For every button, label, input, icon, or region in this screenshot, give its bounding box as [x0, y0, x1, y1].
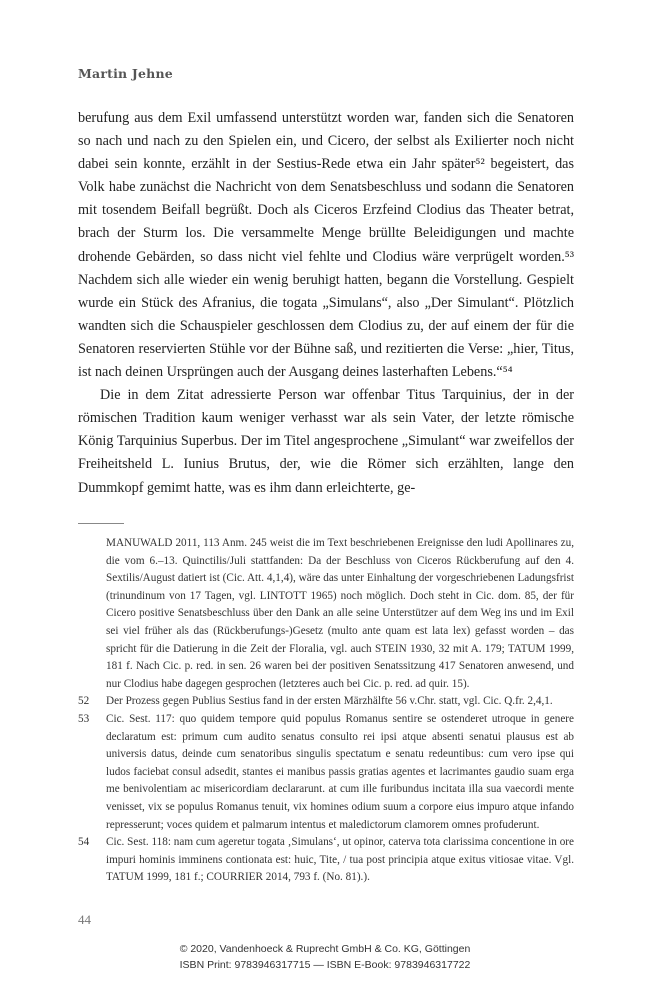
- footnote-number: 52: [78, 695, 90, 708]
- footnote-text: Cic. Sest. 117: quo quidem tempore quid populus Romanus sentire se ostenderet utroque in genere declaratum est: primum cum audito senatus consulto rei ipsi atque absenti senatui plausus est ab universis datus, deinde cum senatoribus singulis spectatum e senatu redeuntibus: cum vero ipse qui ludos faciebat consul adsedit, stantes ei manibus passis gratias agentes et lacrimantes gaudio suam erga me benivolentiam ac misericordiam declararunt. at cum ille furibundus incitata illa sua vaecordi mente venisset, vix se populus Romanus tenuit, vix homines odium suum a corpore eius impuro atque infando represserunt; voces quidem et palmarum intentus et maledictorum clamorem omnes profuderunt.: [106, 712, 574, 831]
- body-paragraph: berufung aus dem Exil umfassend unterstützt worden war, fanden sich die Senatoren so nach und nach zu den Spielen ein, und Cicero, der selbst als Exilierter noch nicht dabei sein konnte, erzählt in der Sestius-Rede etwa ein Jahr später⁵² begeistert, das Volk habe zunächst die Nachricht von dem Senatsbeschluss und sodann die Senatoren mit tosendem Beifall begrüßt. Doch als Ciceros Erzfeind Clodius das Theater betrat, brach der Sturm los. Die versammelte Menge brüllte Beleidigungen und machte drohende Gebärden, so dass nicht viel fehlte und Clodius wäre verprügelt worden.⁵³ Nachdem sich alle wieder ein wenig beruhigt hatten, begann die Vorstellung. Gespielt wurde ein Stück des Afranius, die togata „Simulans“, also „Der Simulant“. Plötzlich wandten sich die Schauspieler geschlossen dem Clodius zu, der auf einem der für die Senatoren reservierten Stühle vor der Bühne saß, und rezitierten die Verse: „hier, Titus, ist nach deinen Ursprüngen auch der Ausgang deines lasterhaften Lebens.“⁵⁴: [78, 110, 574, 381]
- running-header-author: Martin Jehne: [78, 66, 173, 81]
- footnote-separator: [78, 523, 124, 524]
- footnote-number: 54: [78, 836, 90, 849]
- imprint: [0, 941, 650, 973]
- footnotes: [78, 535, 574, 887]
- body-paragraph: Die in dem Zitat adressierte Person war offenbar Titus Tarquinius, der in der römischen Tradition kaum weniger verhasst war als sein Vater, der letzte römische König Tarquinius Superbus. Der im Titel angesprochene „Simulant“ war zweifellos der Freiheitsheld L. Iunius Brutus, der, wie die Römer sich erzählten, lange den Dummkopf gemimt hatte, was es ihm dann erleichterte, ge-: [78, 387, 574, 496]
- copyright-line: © 2020, Vandenhoeck & Ruprecht GmbH & Co. KG, Göttingen: [179, 943, 471, 955]
- footnote-53: [78, 711, 574, 834]
- footnote-text: Der Prozess gegen Publius Sestius fand in der ersten Märzhälfte 56 v.Chr. statt, vgl. Cic. Q.fr. 2,4,1.: [106, 695, 553, 708]
- footnote-54: [78, 834, 574, 887]
- main-text: [78, 107, 574, 500]
- footnote-52: [78, 693, 574, 711]
- footnote-text: MANUWALD 2011, 113 Anm. 245 weist die im Text beschriebenen Ereignisse den ludi Apollinares zu, die vom 6.–13. Quinctilis/Juli stattfanden: Da der Beschluss von Ciceros Rückberufung auf den 4. Sextilis/August datiert ist (Cic. Att. 4,1,4), wäre das unter Einhaltung der vorgeschriebenen Ladungsfrist (trinundinum von 17 Tagen, vgl. LINTOTT 1965) noch möglich. Doch steht in Cic. dom. 85, der für Cicero positive Senatsbeschluss über den Dank an alle seine Unterstützer auf dem Weg ins und im Exil sei viel früher als das (Rückberufungs-)Gesetz (multo ante quam est lata lex) gefasst worden – das spricht für die Datierung in die Zeit der Floralia, vgl. auch STEIN 1930, 32 mit A. 179; TATUM 1999, 181 f. Nach Cic. p. red. in sen. 26 waren bei der positiven Senatssitzung 417 Senatoren anwesend, und nur Clodius habe dagegen gesprochen (letzteres auch bei Cic. p. red. ad quir. 15).: [106, 537, 574, 690]
- isbn-line: ISBN Print: 9783946317715 — ISBN E-Book: 9783946317722: [179, 959, 471, 971]
- footnote-text: Cic. Sest. 118: nam cum ageretur togata ‚Simulans‘, ut opinor, caterva tota clarissima concentione in ore impuri hominis imminens contionata est: huic, Tite, / tua post principia atque exitus vitiosae vitae. Vgl. TATUM 1999, 181 f.; COURRIER 2014, 793 f. (No. 81).).: [106, 836, 574, 884]
- page-number: 44: [78, 912, 91, 927]
- footnote-continuation: [78, 535, 574, 693]
- footnote-number: 53: [78, 712, 90, 725]
